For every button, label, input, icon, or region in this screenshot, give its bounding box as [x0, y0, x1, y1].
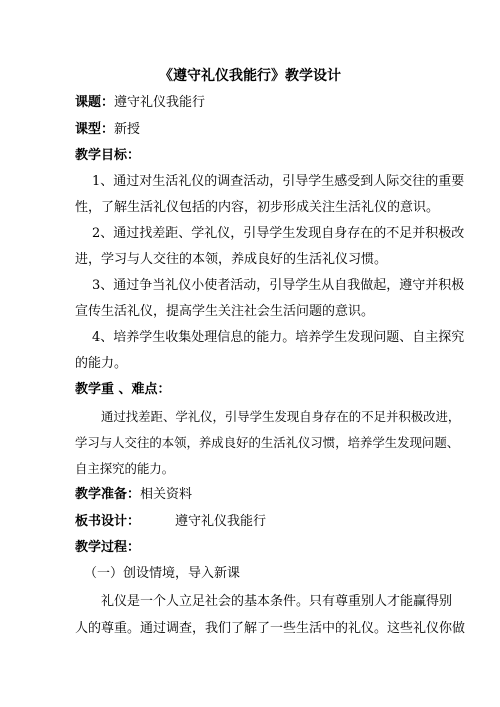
key-points-line: 通过找差距、学礼仪，引导学生发现自身存在的不足并积极改进，: [101, 409, 461, 424]
topic-row: [75, 95, 205, 111]
goals-line: 进，学习与人交往的本领，养成良好的生活礼仪习惯。: [75, 252, 388, 267]
prep-row: [75, 487, 192, 503]
board-label: 板书设计：: [75, 514, 141, 529]
board-value: 遵守礼仪我能行: [175, 514, 267, 529]
document-title: 《遵守礼仪我能行》教学设计: [159, 68, 341, 84]
key-points-line: 自主探究的能力。: [75, 461, 175, 476]
prep-label: 教学准备：: [75, 487, 141, 502]
type-value: 新授: [114, 122, 141, 137]
key-points-heading: 教学重 、难点：: [75, 382, 171, 397]
goals-line: 1、通过对生活礼仪的调查活动，引导学生感受到人际交往的重要: [92, 174, 465, 189]
process-step-1: （一）创设情境，导入新课: [84, 566, 241, 581]
type-row: [75, 122, 140, 138]
process-line: 礼仪是一个人立足社会的基本条件。只有尊重别人才能赢得别: [101, 594, 453, 609]
goals-line: 2、通过找差距、学礼仪，引导学生发现自身存在的不足并积极改: [92, 226, 465, 241]
prep-value: 相关资料: [140, 487, 193, 502]
type-label: 课型：: [75, 122, 115, 137]
goals-heading: 教学目标：: [75, 148, 141, 163]
goals-line: 3、通过争当礼仪小使者活动，引导学生从自我做起，遵守并积极: [92, 278, 465, 293]
goals-line: 4、培养学生收集处理信息的能力。培养学生发现问题、自主探究: [92, 330, 465, 345]
process-line: 人的尊重。通过调查，我们了解了一些生活中的礼仪。这些礼仪你做: [75, 621, 466, 636]
goals-line: 的能力。: [75, 356, 128, 371]
topic-label: 课题：: [75, 95, 115, 110]
goals-line: 宣传生活礼仪，提高学生关注社会生活问题的意识。: [75, 304, 375, 319]
process-heading: 教学过程：: [75, 540, 141, 555]
key-points-line: 学习与人交往的本领，养成良好的生活礼仪习惯，培养学生发现问题、: [75, 435, 460, 450]
topic-value: 遵守礼仪我能行: [114, 95, 206, 110]
goals-line: 性，了解生活礼仪包括的内容，初步形成关注生活礼仪的意识。: [75, 200, 440, 215]
